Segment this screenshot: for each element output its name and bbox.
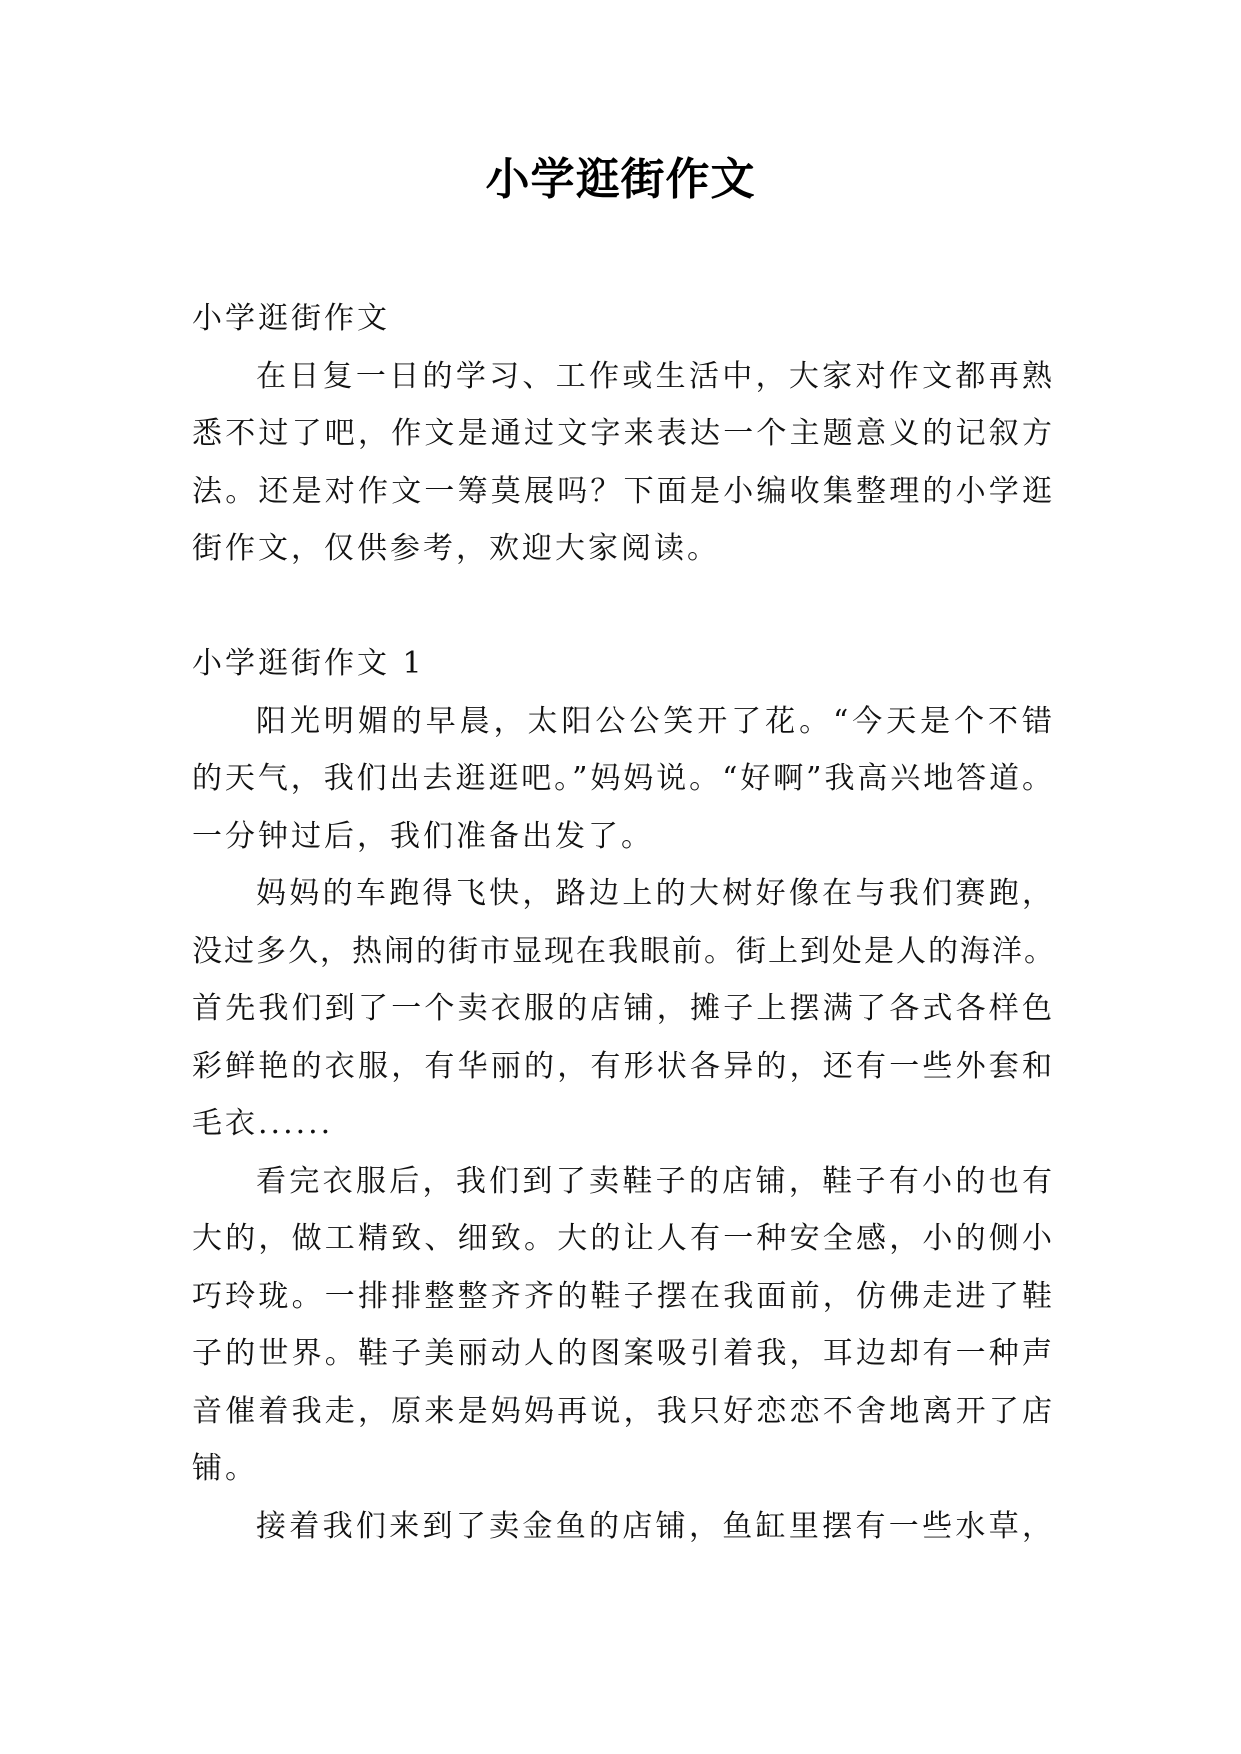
text-line: 铺。 [192,1451,258,1486]
text-line: 没过多久，热闹的街市显现在我眼前。街上到处是人的海洋。 [192,933,1056,969]
text-line: 接着我们来到了卖金鱼的店铺，鱼缸里摆有一些水草， [256,1508,1054,1544]
document-body [192,290,1054,1555]
text-line: 一分钟过后，我们准备出发了。 [192,818,654,854]
text-line: 音催着我走，原来是妈妈再说，我只好恋恋不舍地离开了店 [192,1393,1054,1429]
text-line: 悉不过了吧，作文是通过文字来表达一个主题意义的记叙方 [192,416,1054,451]
text-line: 毛衣...... [192,1106,334,1141]
essay-heading: 小学逛街作文 1 [192,646,425,681]
text-line: 阳光明媚的早晨，太阳公公笑开了花。“今天是个不错 [256,703,1054,739]
document-title: 小学逛街作文 [485,154,756,205]
paragraph-spacer [192,578,1054,636]
text-line: 在日复一日的学习、工作或生活中，大家对作文都再熟 [256,358,1054,394]
text-line: 彩鲜艳的衣服，有华丽的，有形状各异的，还有一些外套和 [192,1048,1054,1084]
text-line: 大的，做工精致、细致。大的让人有一种安全感，小的侧小 [192,1221,1054,1256]
text-line: 的天气，我们出去逛逛吧。”妈妈说。“好啊”我高兴地答道。 [192,761,1054,796]
text-line: 首先我们到了一个卖衣服的店铺，摊子上摆满了各式各样色 [192,991,1054,1026]
text-line: 子的世界。鞋子美丽动人的图案吸引着我，耳边却有一种声 [192,1336,1054,1371]
text-line: 看完衣服后，我们到了卖鞋子的店铺，鞋子有小的也有 [256,1163,1054,1199]
text-line: 妈妈的车跑得飞快，路边上的大树好像在与我们赛跑， [256,876,1054,911]
essay-paragraph [192,1153,1054,1498]
essay-paragraph [192,865,1054,1153]
text-line: 法。还是对作文一筹莫展吗？下面是小编收集整理的小学逛 [192,473,1054,509]
intro-paragraph [192,348,1054,578]
text-line: 巧玲珑。一排排整整齐齐的鞋子摆在我面前，仿佛走进了鞋 [192,1278,1054,1314]
essay-paragraph [192,1498,1054,1556]
essay-paragraph [192,693,1054,866]
text-line: 街作文，仅供参考，欢迎大家阅读。 [192,531,720,566]
intro-heading: 小学逛街作文 [192,301,390,336]
